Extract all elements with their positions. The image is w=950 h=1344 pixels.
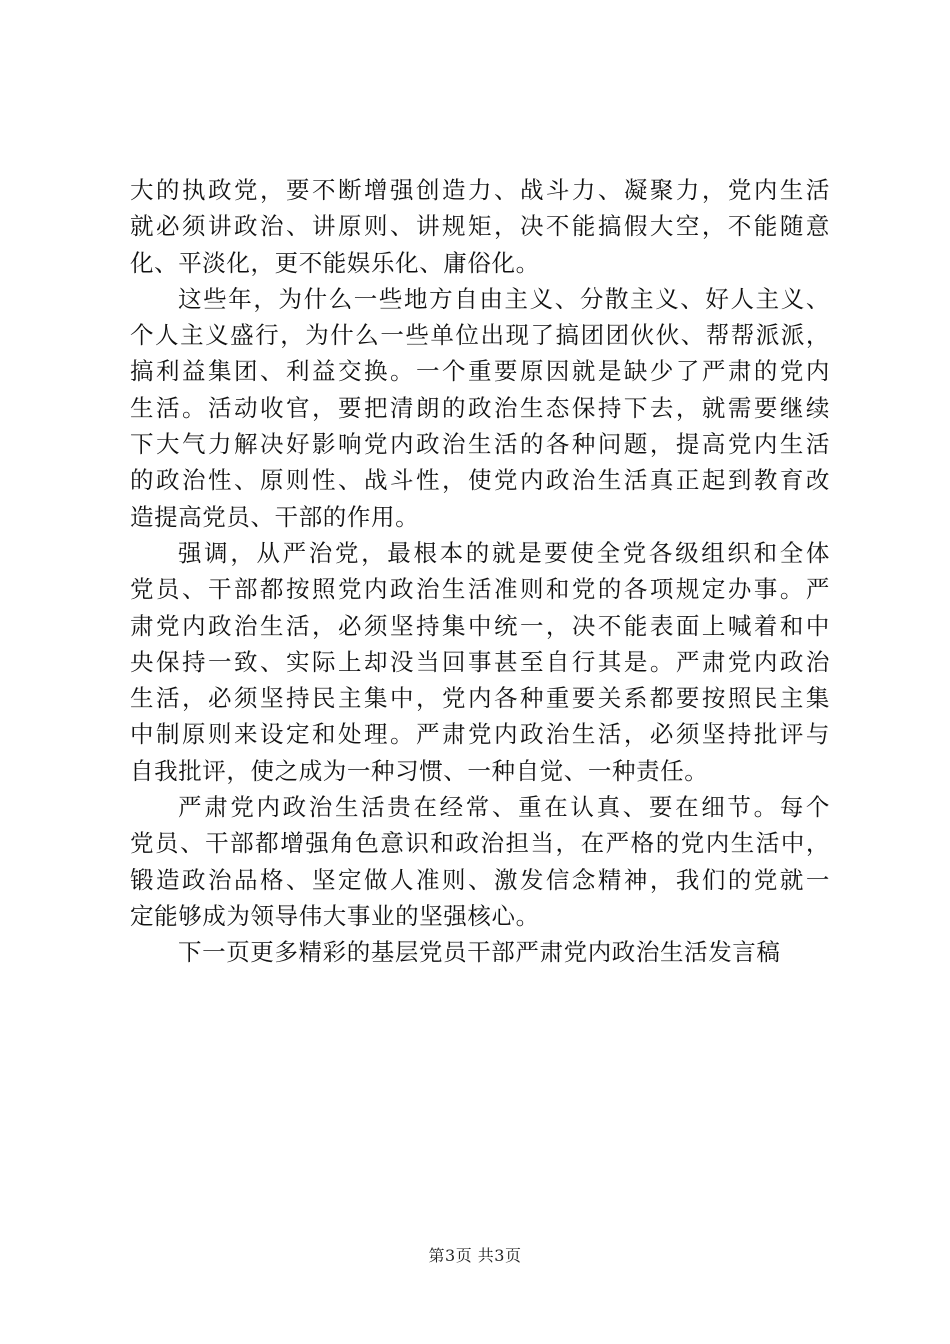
text-line: 定能够成为领导伟大事业的坚强核心。 (130, 901, 540, 930)
text-line: 这些年，为什么一些地方自由主义、分散主义、好人主义、 (178, 284, 830, 313)
text-line: 央保持一致、实际上却没当回事甚至自行其是。严肃党内政治 (130, 647, 830, 676)
text-line: 个人主义盛行，为什么一些单位出现了搞团团伙伙、帮帮派派， (130, 321, 830, 350)
text-line: 下一页更多精彩的基层党员干部严肃党内政治生活发言稿 (178, 938, 781, 967)
paragraph (130, 934, 830, 970)
text-line: 党员、干部都按照党内政治生活准则和党的各项规定办事。严 (130, 575, 830, 604)
text-line: 自我批评，使之成为一种习惯、一种自觉、一种责任。 (130, 756, 709, 785)
text-line: 生活，必须坚持民主集中，党内各种重要关系都要按照民主集 (130, 684, 830, 713)
paragraph (130, 789, 830, 934)
paragraph (130, 172, 830, 281)
paragraph (130, 535, 830, 789)
text-line: 锻造政治品格、坚定做人准则、激发信念精神，我们的党就一 (130, 865, 830, 894)
text-line: 党员、干部都增强角色意识和政治担当，在严格的党内生活中， (130, 829, 830, 858)
text-line: 就必须讲政治、讲原则、讲规矩，决不能搞假大空，不能随意 (130, 212, 830, 241)
text-line: 肃党内政治生活，必须坚持集中统一，决不能表面上喊着和中 (130, 611, 830, 640)
page-number-footer: 第3页 共3页 (428, 1246, 522, 1265)
text-line: 大的执政党，要不断增强创造力、战斗力、凝聚力，党内生活 (130, 176, 830, 204)
text-line: 造提高党员、干部的作用。 (130, 502, 420, 531)
text-line: 生活。活动收官，要把清朗的政治生态保持下去，就需要继续 (130, 393, 830, 422)
document-body (130, 172, 830, 971)
text-line: 的政治性、原则性、战斗性，使党内政治生活真正起到教育改 (130, 466, 830, 495)
paragraph (130, 281, 830, 535)
text-line: 搞利益集团、利益交换。一个重要原因就是缺少了严肃的党内 (130, 357, 830, 386)
text-line: 中制原则来设定和处理。严肃党内政治生活，必须坚持批评与 (130, 720, 830, 749)
text-line: 强调，从严治党，最根本的就是要使全党各级组织和全体 (178, 538, 830, 567)
text-line: 下大气力解决好影响党内政治生活的各种问题，提高党内生活 (130, 430, 830, 459)
text-line: 化、平淡化，更不能娱乐化、庸俗化。 (130, 248, 540, 277)
text-line: 严肃党内政治生活贵在经常、重在认真、要在细节。每个 (178, 793, 830, 822)
